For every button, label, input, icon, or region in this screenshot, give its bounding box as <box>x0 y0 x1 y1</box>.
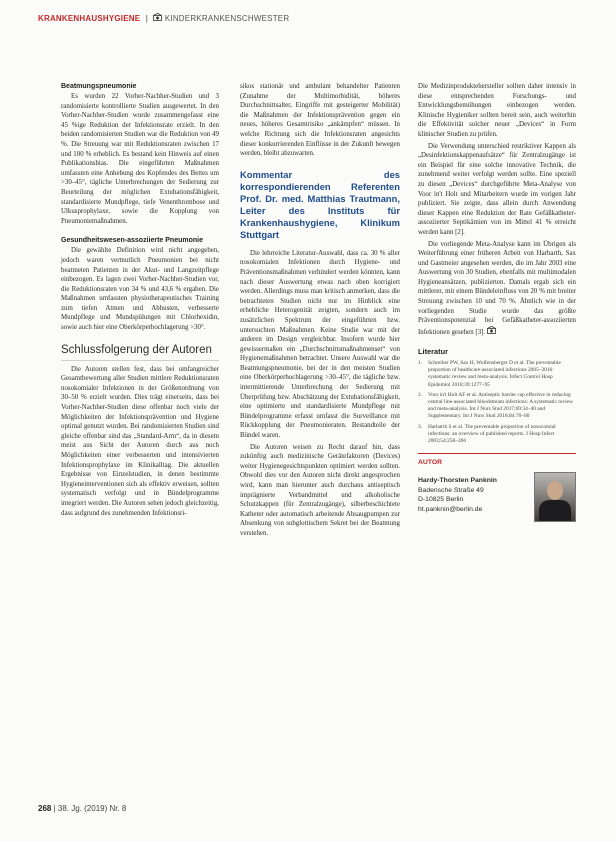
paragraph-kappen: Die Verwendung unterschied restriktiver Kappen als „Desinfektionskappenaufsätze“ für Zentralzugänge ist ein Beispiel für eine solche innovative Technik, die zunehmend weiter verfolgt werden sollte. Eine speziell zu diesen „Devices“ durchgeführte Meta-Analyse von Voor in't Holt und Mitarbeitern wurde im vorigen Jahr publiziert. Sie zeigte, dass allein durch Anwendung dieser Kappen eine Reduktion der Rate Gefäßkatheter-assoziierter Septikämien von im Mittel 41 % erreicht werden kann [2]. <box>418 142 576 236</box>
literature-heading: Literatur <box>418 347 448 357</box>
column-3 <box>418 82 576 520</box>
literature-item: 2. Voor in't Holt AF et al. Antiseptic barrier cap effective in reducing central line-associated bloodstream infections: A systematic review and meta-analysis. Int J Nurs Stud 2017;69:34–40 and Supplementary. Int J Nurs Stud 2018;84:70–80 <box>418 391 573 420</box>
author-name: Hardy-Thorsten Panknin <box>418 476 497 484</box>
issue-info: | 38. Jg. (2019) Nr. 8 <box>53 804 127 813</box>
column-2 <box>240 82 400 541</box>
hospital-icon <box>487 327 496 336</box>
paragraph-meta-analyse-text: Die vorliegende Meta-Analyse kann im Übrigen als Weiterführung einer früheren Arbeit von Harbarth, Sax und Gastmeier angesehen werden, die im Jahr 2003 eine Auswertung von 30 Studien, ebenfalls mit multimodalen Hygieneansätzen, publizierten. Damals ergab sich ein mittlerer, mit einem Bündeleinfluss von 20 % mit breiter Streuung zwischen 10 und 70 %. Ähnlich wie in der vorliegenden Studie wurde das größte Präventionspotenzial bei Gefäßkatheter-assoziierten Infektionen gesehen [3]. <box>418 240 576 336</box>
author-email[interactable]: ht.panknin@berlin.de <box>418 506 483 514</box>
paragraph-gesundheitswesen-pneumonie: Die gewählte Definition wird nicht angegeben, jedoch waren vermutlich Pneumonien bei nicht beatmeten Patienten in der Akut- und Langzeitpflege einbezogen. Es lagen zwei Vorher-Nachher-Studien vor, die Reduktionsraten von 34 % und 43,6 % ergaben. Die Maßnahmen umfassten physiotherapeutisches Training zum tiefen Atmen und Abhusten, verbesserte Mundpflege und Mundspülungen mit Chlorhexidin, sowie auch hier eine Oberkörperhochlagerung >30°. <box>61 247 219 332</box>
heading-schlussfolgerung: Schlussfolgerung der Autoren <box>61 343 219 361</box>
author-street: Badensche Straße 49 <box>418 486 484 494</box>
heading-beatmungspneumonie: Beatmungspneumonie <box>61 83 137 90</box>
author-label: AUTOR <box>418 459 443 467</box>
paragraph-beatmungspneumonie: Es wurden 22 Vorher-Nachher-Studien und 3 randomisierte kontrollierte Studien ausgewertet. In den Vorher-Nachher-Studien wurde zusammengefasst eine 45 %ige Reduktion der Infektionsrate erzielt. In den beiden randomisierten Studien war die Reduktion von 49 %. Die Streuung war mit Reduktionsraten zwischen 17 und 100 % erheblich. Es bestand kein Hinweis auf einen Publikationsbias. Die eingeführten Maßnahmen umfassten eine Anhebung des Kopfendes des Bettes um >30–45°, tägliche Unterbrechungen der Sedierung zur Beurteilung der möglichen Extubationsfähigkeit, standardisierte Mundpflege, tiefe Venenthrombose und Ulkusprophylaxe, sowie die Kopplung von Pneumoniemaßnahmen. <box>61 93 219 225</box>
literature-item: 3. Harbarth S et al. The preventable proportion of nosocomial infections: an overview of published reports. J Hosp Infect 2003;54:258–266 <box>418 423 556 445</box>
paragraph-medizinprodukte: Die Medizinproduktehersteller sollten daher intensiv in diese entsprechenden Forschungs- und Entwicklungsbemühungen einbezogen werden. Klinische Hygieniker sollten bereit sein, auch weiterhin die Effektivität solcher neuer „Devices“ in Form klinischer Studien zu prüfen. <box>418 83 576 138</box>
header-separator: | <box>145 14 148 23</box>
paragraph-continuation: sikos stationär und ambulant behandelter Patienten (Zunahme der Multimorbidität, höheres Durchschnittsalter, Eingriffe mit gesteigerter Mobilität) die Maßnahmen der Infektionsprävention gegen ein neues, höheres Gesamtrisiko „ankämpfen“ müssen. In welche Richtung sich die Infektionsraten angesichts dieser konkurrierenden Einflüsse in der Zukunft bewegen werden, bleibt abzuwarten. <box>240 83 400 158</box>
literature-item: 1. Schreiber PW, Sax H, Wolfensberger D et al. The preventable proportion of healthcare-associated infections 2005–2016: systematic review and meta-analysis. Infect Control Hosp Epidemiol 2018;39:1277–95 <box>418 360 561 388</box>
comment-paragraph-1: Die lehrreiche Literatur-Auswahl, dass ca. 30 % aller nosokomialen Infektionen durch Hygiene- und Präventionsmaßnahmen verhindert werden könnten, kann nach dieser Auswertung etwas nach oben korrigiert werden. Allerdings muss man kritisch anmerken, dass die betrachteten Studien nicht nur im Hinblick eine erhebliche Heterogenität zeigten, sondern auch im zusätzlichen Spektrum der eingeführten bzw. untersuchten Maßnahmen. Keine Studie war mit der anderen im Design vergleichbar. Insofern wurde hier gewissermaßen ein „Durchschnittsmaßnahmenset“ von Hygienemaßnahmen betrachtet. Unsere Auswahl war die Beatmungspneumonie, bei der in den meisten Studien eine Oberkörperhochlagerung >30–45°, die tägliche bzw. intermittierende Unterbrechung der Sedierung mit Überprüfung bzw. Abschätzung der Extubationsfähigkeit, eine optimierte und standardisierte Mundpflege mit Bündelprogramme erfasst umfasst die Surveillance mit Rückkopplung der Pneumonieraten. Bestandteile der Bündel waren. <box>240 249 400 440</box>
literature-list <box>418 360 576 445</box>
paragraph-schlussfolgerung: Die Autoren stellen fest, dass bei umfangreicher Gesamtbewertung aller Studien mittlere Reduktionsraten nosokomialer Infektionen in der Größenordnung von 30–50 % erzielt wurden. Dies trägt einerseits, dass bei Vorher-Nachher-Studien diese offenbar noch viele der Möglichkeiten der Infektionsprävention und Hygiene optimal genutzt wurden. Bei randomisierten Studien sind gleiche offenbar sind das „Standard-Arm“, da in diesem meist aus Sicht der Autoren durch aus noch Möglichkeiten einer verbesserten und intensivierten Infektionsprophylaxe im Klinikalltag. Die aktuellen Ergebnisse von Einzelstudien, in denen bestimmte Hygieneinterventionen sich als effektiv erweisen, sollten systematisch verfolgt und in Bündelprogramme integriert werden. Die Autoren sehen jedoch gleichzeitig, dass aufgrund des zunehmenden Infektionsri- <box>61 365 219 517</box>
author-city: D-10825 Berlin <box>418 496 464 504</box>
page-number: 268 <box>38 804 52 813</box>
author-contact <box>418 476 497 515</box>
heading-gesundheitswesen-pneumonie: Gesundheitswesen-assoziierte Pneumonie <box>61 237 203 245</box>
section-label: KRANKENHAUSHYGIENE <box>38 14 141 23</box>
hospital-icon <box>153 14 164 23</box>
subsection-label: KINDERKRANKENSCHWESTER <box>164 14 290 23</box>
author-divider <box>418 453 576 454</box>
comment-paragraph-2: Die Autoren weisen zu Recht darauf hin, dass zukünftig auch medizinische Gerätefaktoren (Devices) weiter Hygienegesichtspunkten optimiert werden sollten. Obwohl dies vor den Autoren nicht direkt angesprochen wird, kann man hierunter auch durchaus antiseptisch imprägnierte Verbandmittel und alkoholische Schutzkappen (für Zentralzugänge), silberbeschichtete Katheter oder automatisch arbeitende Absaugpumpen zur Absenkung von subglottischem Sekret bei der Beatmung verstehen. <box>240 443 400 537</box>
column-1 <box>61 82 219 520</box>
running-header <box>38 13 578 27</box>
comment-heading: Kommentar des korrespondierenden Referenten Prof. Dr. med. Matthias Trautmann, Leiter des Instituts für Krankenhaushygiene, Klinikum Stuttgart <box>240 168 400 240</box>
author-photo <box>534 472 576 522</box>
author-block <box>418 476 576 520</box>
paragraph-meta-analyse <box>418 240 576 338</box>
page-footer <box>38 804 126 813</box>
